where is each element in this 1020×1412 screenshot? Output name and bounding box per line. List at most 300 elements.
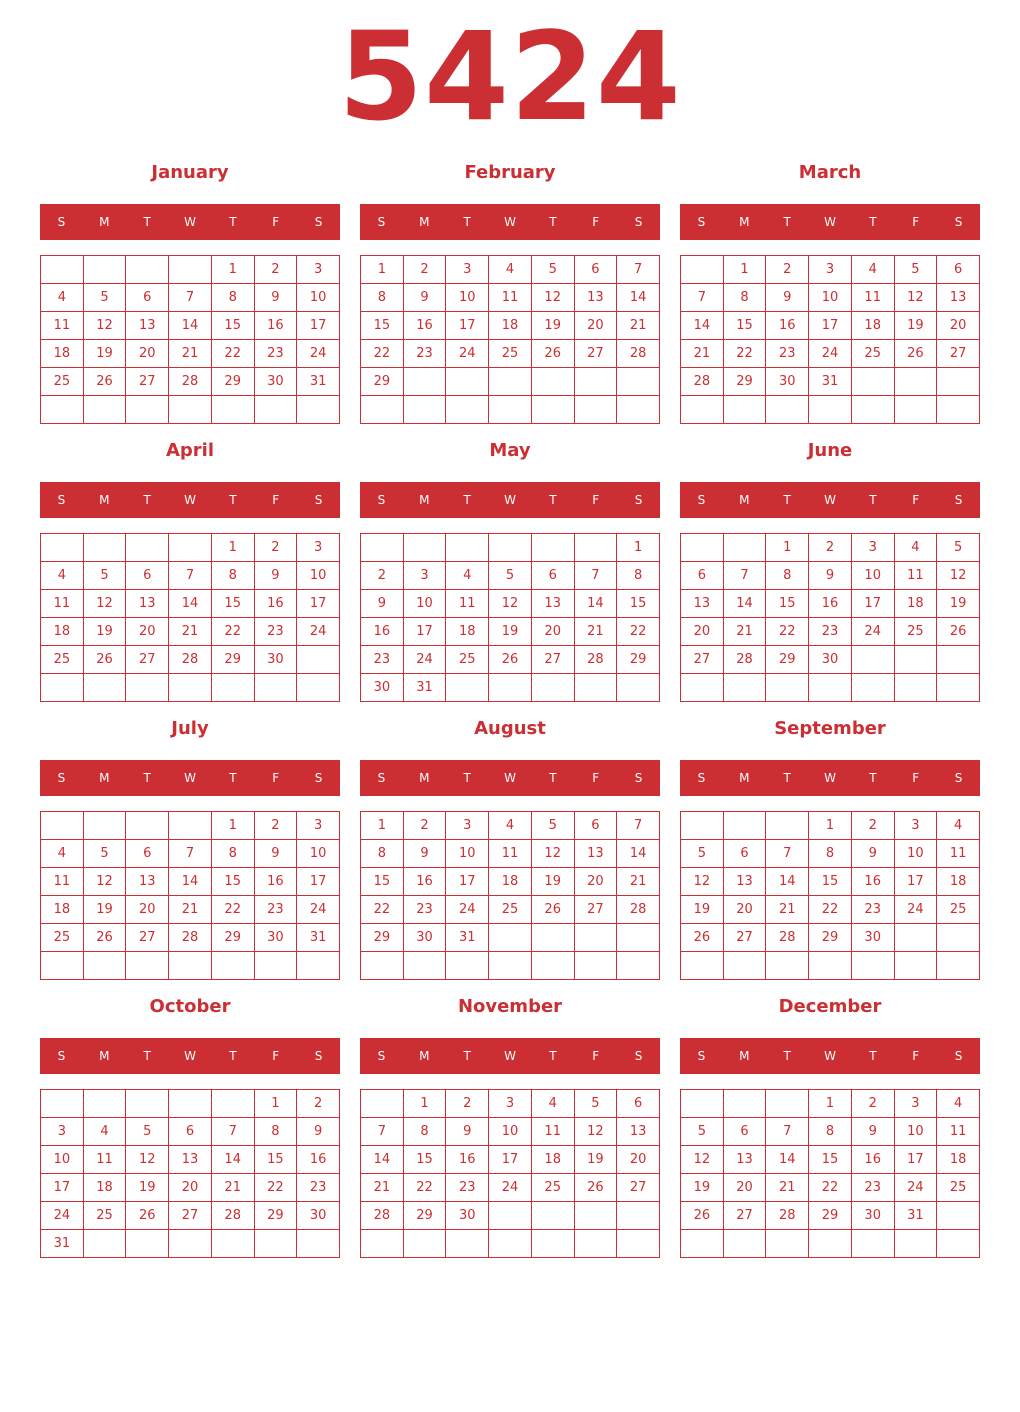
day-cell: 31 (895, 1202, 938, 1230)
weekday-label: W (184, 215, 196, 229)
day-cell (126, 674, 169, 702)
day-cell: 2 (809, 534, 852, 562)
weekday-header (360, 204, 660, 240)
day-cell: 20 (532, 618, 575, 646)
day-cell: 10 (297, 840, 340, 868)
day-cell (895, 674, 938, 702)
day-cell: 10 (489, 1118, 532, 1146)
day-cell: 10 (852, 562, 895, 590)
day-cell: 20 (126, 618, 169, 646)
day-cell: 7 (169, 840, 212, 868)
month-name: September (774, 718, 886, 739)
day-cell: 23 (809, 618, 852, 646)
day-cell: 9 (361, 590, 404, 618)
day-cell: 25 (489, 896, 532, 924)
day-cell: 27 (575, 896, 618, 924)
weekday-label: S (697, 215, 706, 229)
weekday-label: T (143, 1049, 151, 1063)
day-cell (724, 674, 767, 702)
day-cell: 1 (724, 256, 767, 284)
day-cell (724, 1230, 767, 1258)
day-cell: 11 (937, 840, 980, 868)
day-cell (212, 952, 255, 980)
day-cell (297, 952, 340, 980)
day-cell: 7 (617, 256, 660, 284)
day-cell (617, 368, 660, 396)
day-cell: 30 (255, 368, 298, 396)
weekday-header (680, 204, 980, 240)
day-cell: 8 (212, 284, 255, 312)
day-cell: 13 (937, 284, 980, 312)
day-cell: 10 (404, 590, 447, 618)
weekday-label: T (463, 771, 471, 785)
day-cell: 24 (895, 896, 938, 924)
day-cell: 6 (724, 1118, 767, 1146)
day-cell: 16 (255, 312, 298, 340)
weekday-label: S (57, 771, 66, 785)
day-cell: 5 (84, 284, 127, 312)
day-cell (404, 1230, 447, 1258)
day-cell (126, 812, 169, 840)
weekday-label: F (912, 771, 920, 785)
day-cell (575, 534, 618, 562)
day-grid (40, 533, 340, 702)
day-cell (361, 534, 404, 562)
day-cell (575, 396, 618, 424)
day-cell (766, 1230, 809, 1258)
day-cell: 1 (361, 812, 404, 840)
day-cell (681, 396, 724, 424)
day-cell: 23 (255, 896, 298, 924)
day-cell: 29 (766, 646, 809, 674)
day-cell: 16 (255, 868, 298, 896)
day-cell: 19 (84, 618, 127, 646)
day-cell (895, 396, 938, 424)
day-cell (937, 646, 980, 674)
day-cell: 17 (297, 590, 340, 618)
day-cell: 14 (575, 590, 618, 618)
day-cell: 25 (41, 924, 84, 952)
month-name: July (171, 718, 209, 739)
day-cell (489, 1230, 532, 1258)
day-cell (532, 1202, 575, 1230)
day-cell: 29 (212, 646, 255, 674)
day-cell: 6 (126, 562, 169, 590)
day-cell (532, 534, 575, 562)
weekday-label: F (592, 771, 600, 785)
day-cell (361, 1230, 404, 1258)
day-cell (255, 396, 298, 424)
day-cell (532, 674, 575, 702)
weekday-label: T (229, 493, 237, 507)
day-cell: 6 (575, 812, 618, 840)
day-cell: 5 (532, 256, 575, 284)
day-cell: 12 (84, 312, 127, 340)
day-cell: 13 (575, 840, 618, 868)
day-cell: 4 (937, 1090, 980, 1118)
day-cell (255, 952, 298, 980)
day-cell: 30 (255, 924, 298, 952)
weekday-label: M (99, 1049, 110, 1063)
day-cell: 3 (297, 256, 340, 284)
weekday-label: F (272, 771, 280, 785)
weekday-label: W (504, 215, 516, 229)
day-cell: 20 (724, 1174, 767, 1202)
day-cell: 21 (169, 340, 212, 368)
day-cell (446, 396, 489, 424)
day-cell: 1 (809, 1090, 852, 1118)
day-cell (84, 1090, 127, 1118)
weekday-label: S (314, 493, 323, 507)
day-cell (84, 534, 127, 562)
weekday-label: T (549, 215, 557, 229)
weekday-label: S (377, 771, 386, 785)
day-cell: 16 (446, 1146, 489, 1174)
day-cell (84, 256, 127, 284)
day-cell: 16 (809, 590, 852, 618)
day-grid (680, 1089, 980, 1258)
day-cell: 12 (489, 590, 532, 618)
month-name: October (149, 996, 231, 1017)
day-cell: 26 (84, 368, 127, 396)
day-cell: 7 (169, 284, 212, 312)
day-cell: 27 (532, 646, 575, 674)
day-cell: 13 (126, 868, 169, 896)
day-cell: 20 (617, 1146, 660, 1174)
weekday-label: T (869, 1049, 877, 1063)
day-cell (126, 534, 169, 562)
day-cell: 15 (212, 590, 255, 618)
weekday-label: F (912, 1049, 920, 1063)
day-cell (41, 1090, 84, 1118)
weekday-header (360, 482, 660, 518)
day-cell: 21 (169, 896, 212, 924)
weekday-label: M (739, 771, 750, 785)
day-cell (532, 924, 575, 952)
day-cell: 6 (532, 562, 575, 590)
weekday-label: S (954, 215, 963, 229)
day-cell: 24 (446, 896, 489, 924)
day-cell: 11 (41, 868, 84, 896)
month-name: June (807, 440, 853, 461)
day-grid (680, 811, 980, 980)
weekday-label: M (99, 215, 110, 229)
day-cell (724, 396, 767, 424)
day-cell (404, 368, 447, 396)
day-cell: 11 (532, 1118, 575, 1146)
day-cell: 5 (489, 562, 532, 590)
day-cell: 3 (41, 1118, 84, 1146)
day-cell (895, 1230, 938, 1258)
day-cell (126, 1230, 169, 1258)
day-cell: 13 (724, 868, 767, 896)
day-grid (40, 255, 340, 424)
day-cell: 27 (126, 646, 169, 674)
day-cell: 3 (297, 812, 340, 840)
day-cell: 17 (809, 312, 852, 340)
month-name: March (798, 162, 862, 183)
day-cell (681, 1090, 724, 1118)
day-cell (937, 924, 980, 952)
day-cell: 27 (724, 1202, 767, 1230)
weekday-label: M (739, 215, 750, 229)
weekday-label: T (143, 493, 151, 507)
day-cell (212, 396, 255, 424)
day-cell (852, 368, 895, 396)
day-cell: 5 (126, 1118, 169, 1146)
weekday-label: M (419, 1049, 430, 1063)
day-grid (680, 533, 980, 702)
day-cell: 25 (852, 340, 895, 368)
weekday-label: T (549, 1049, 557, 1063)
weekday-label: F (272, 1049, 280, 1063)
day-cell: 22 (724, 340, 767, 368)
day-cell: 6 (937, 256, 980, 284)
day-cell: 5 (937, 534, 980, 562)
day-cell: 19 (937, 590, 980, 618)
day-cell: 26 (681, 924, 724, 952)
day-cell: 9 (852, 1118, 895, 1146)
day-cell: 28 (169, 368, 212, 396)
day-cell: 15 (404, 1146, 447, 1174)
day-cell: 22 (361, 896, 404, 924)
day-cell: 2 (446, 1090, 489, 1118)
day-cell (255, 1230, 298, 1258)
day-cell: 10 (895, 840, 938, 868)
day-cell (681, 534, 724, 562)
weekday-label: S (697, 771, 706, 785)
day-cell: 28 (681, 368, 724, 396)
day-cell: 15 (361, 868, 404, 896)
day-cell: 14 (212, 1146, 255, 1174)
day-cell: 26 (84, 646, 127, 674)
day-cell: 21 (212, 1174, 255, 1202)
day-cell (681, 674, 724, 702)
day-cell: 9 (852, 840, 895, 868)
day-cell: 13 (575, 284, 618, 312)
day-cell: 9 (404, 840, 447, 868)
day-cell: 26 (681, 1202, 724, 1230)
weekday-label: T (783, 1049, 791, 1063)
day-cell: 8 (724, 284, 767, 312)
day-cell: 19 (84, 896, 127, 924)
day-cell: 30 (852, 924, 895, 952)
day-cell: 8 (766, 562, 809, 590)
day-cell: 24 (489, 1174, 532, 1202)
day-cell: 16 (404, 868, 447, 896)
day-cell: 15 (724, 312, 767, 340)
day-cell: 25 (532, 1174, 575, 1202)
day-cell: 18 (489, 868, 532, 896)
day-cell: 18 (937, 868, 980, 896)
day-cell: 8 (809, 840, 852, 868)
weekday-header (40, 760, 340, 796)
day-cell (169, 674, 212, 702)
day-cell (809, 674, 852, 702)
day-cell (532, 368, 575, 396)
day-cell (84, 952, 127, 980)
day-cell: 30 (852, 1202, 895, 1230)
day-cell: 31 (809, 368, 852, 396)
day-cell: 8 (404, 1118, 447, 1146)
weekday-label: S (377, 493, 386, 507)
day-cell (681, 256, 724, 284)
weekday-label: T (143, 215, 151, 229)
weekday-label: W (504, 1049, 516, 1063)
day-cell: 19 (532, 312, 575, 340)
day-cell: 25 (937, 1174, 980, 1202)
day-cell: 19 (489, 618, 532, 646)
day-cell (852, 396, 895, 424)
day-cell: 28 (617, 896, 660, 924)
day-cell: 8 (809, 1118, 852, 1146)
day-cell (489, 1202, 532, 1230)
day-cell: 2 (255, 534, 298, 562)
day-cell: 22 (212, 896, 255, 924)
day-cell (212, 674, 255, 702)
weekday-label: S (954, 493, 963, 507)
day-cell: 27 (169, 1202, 212, 1230)
day-cell: 18 (937, 1146, 980, 1174)
day-cell: 30 (361, 674, 404, 702)
day-cell: 21 (617, 312, 660, 340)
day-cell (895, 646, 938, 674)
day-cell (532, 396, 575, 424)
day-cell: 11 (852, 284, 895, 312)
day-cell: 29 (404, 1202, 447, 1230)
day-cell: 3 (809, 256, 852, 284)
day-cell: 23 (404, 340, 447, 368)
day-cell: 2 (255, 256, 298, 284)
day-cell (766, 812, 809, 840)
day-cell (361, 1090, 404, 1118)
day-cell: 14 (766, 1146, 809, 1174)
day-cell (446, 674, 489, 702)
day-cell: 14 (617, 284, 660, 312)
day-cell: 18 (84, 1174, 127, 1202)
day-cell (937, 674, 980, 702)
day-cell: 4 (41, 840, 84, 868)
day-cell: 7 (724, 562, 767, 590)
day-cell (575, 952, 618, 980)
day-cell (126, 256, 169, 284)
day-cell: 4 (84, 1118, 127, 1146)
day-cell: 6 (126, 284, 169, 312)
day-cell: 15 (809, 1146, 852, 1174)
day-grid (40, 1089, 340, 1258)
weekday-label: T (463, 1049, 471, 1063)
weekday-label: T (869, 215, 877, 229)
weekday-label: S (314, 771, 323, 785)
day-cell: 24 (297, 618, 340, 646)
year-title: 5424 (338, 6, 682, 148)
day-cell: 12 (681, 1146, 724, 1174)
weekday-header (680, 482, 980, 518)
day-cell: 27 (126, 924, 169, 952)
day-cell (169, 1230, 212, 1258)
day-cell (937, 368, 980, 396)
day-cell: 5 (895, 256, 938, 284)
day-cell (212, 1230, 255, 1258)
day-cell (84, 812, 127, 840)
day-cell: 17 (895, 1146, 938, 1174)
weekday-label: T (783, 215, 791, 229)
weekday-label: T (463, 493, 471, 507)
day-cell: 28 (169, 646, 212, 674)
day-cell: 10 (446, 284, 489, 312)
day-cell: 1 (766, 534, 809, 562)
day-cell: 2 (404, 256, 447, 284)
day-cell: 13 (617, 1118, 660, 1146)
day-cell (212, 1090, 255, 1118)
day-cell: 3 (297, 534, 340, 562)
weekday-label: S (634, 1049, 643, 1063)
day-cell: 4 (532, 1090, 575, 1118)
day-cell: 25 (41, 368, 84, 396)
weekday-header (40, 1038, 340, 1074)
day-cell (895, 924, 938, 952)
month-name: November (457, 996, 563, 1017)
day-cell: 29 (809, 1202, 852, 1230)
day-cell (681, 812, 724, 840)
day-cell: 3 (489, 1090, 532, 1118)
day-cell (361, 952, 404, 980)
day-cell: 24 (297, 340, 340, 368)
day-cell (297, 1230, 340, 1258)
day-cell: 6 (575, 256, 618, 284)
day-cell: 3 (895, 1090, 938, 1118)
weekday-label: S (634, 493, 643, 507)
day-cell: 28 (766, 924, 809, 952)
day-cell (84, 674, 127, 702)
day-cell: 8 (212, 562, 255, 590)
day-cell: 9 (297, 1118, 340, 1146)
day-cell: 16 (766, 312, 809, 340)
day-cell (532, 1230, 575, 1258)
weekday-label: T (549, 493, 557, 507)
day-cell: 16 (361, 618, 404, 646)
weekday-label: T (143, 771, 151, 785)
day-cell: 15 (617, 590, 660, 618)
day-cell: 17 (446, 868, 489, 896)
weekday-label: F (912, 215, 920, 229)
day-cell: 24 (41, 1202, 84, 1230)
day-cell: 14 (617, 840, 660, 868)
weekday-label: S (954, 771, 963, 785)
day-cell (489, 368, 532, 396)
day-cell: 3 (404, 562, 447, 590)
day-cell (297, 396, 340, 424)
weekday-label: W (824, 1049, 836, 1063)
day-cell: 20 (724, 896, 767, 924)
day-cell: 9 (766, 284, 809, 312)
day-cell: 30 (446, 1202, 489, 1230)
day-cell: 10 (809, 284, 852, 312)
day-cell (724, 812, 767, 840)
day-cell: 14 (169, 590, 212, 618)
day-cell: 7 (617, 812, 660, 840)
day-cell: 24 (297, 896, 340, 924)
day-cell: 19 (681, 1174, 724, 1202)
day-cell: 14 (361, 1146, 404, 1174)
day-cell: 4 (895, 534, 938, 562)
day-cell: 3 (446, 812, 489, 840)
day-cell: 29 (361, 368, 404, 396)
weekday-label: S (634, 215, 643, 229)
day-cell: 26 (937, 618, 980, 646)
day-cell: 21 (681, 340, 724, 368)
day-cell: 4 (852, 256, 895, 284)
